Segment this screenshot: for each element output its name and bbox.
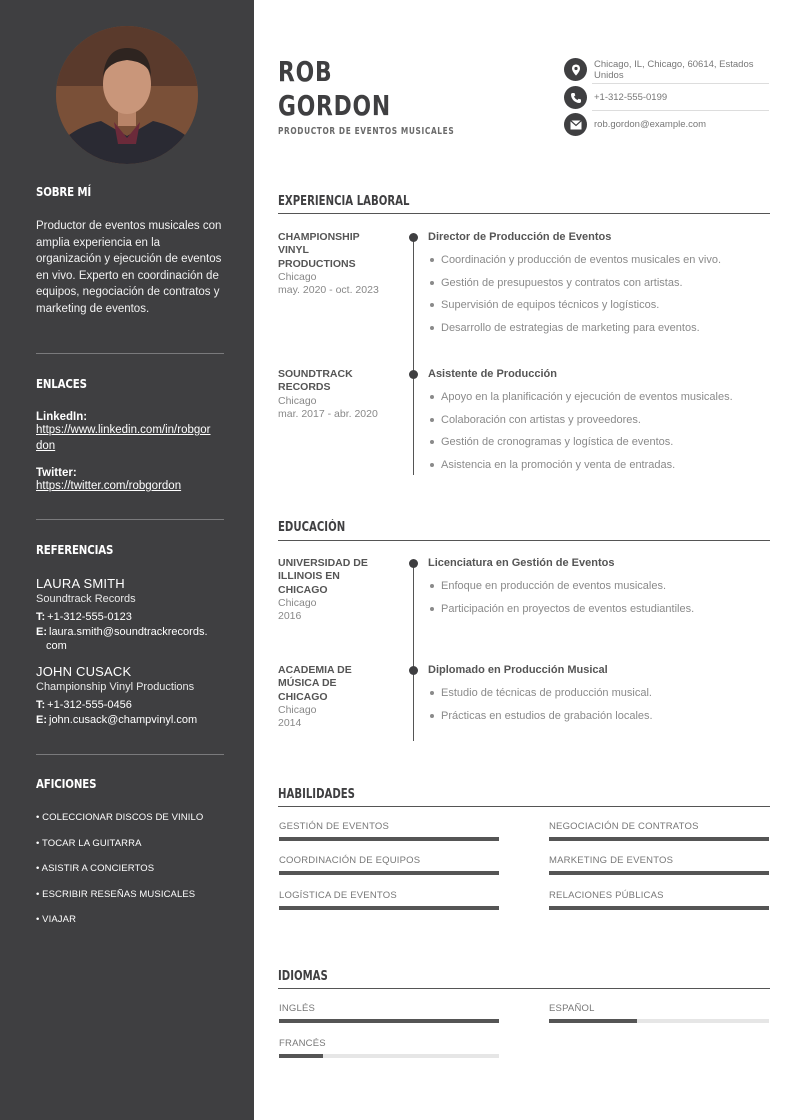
reference-email-cont [36, 639, 224, 653]
sidebar-divider [36, 519, 224, 520]
skill-label: RELACIONES PÚBLICAS [549, 890, 664, 901]
contact-divider [592, 110, 769, 111]
bullet-item: Gestión de cronogramas y logística de eventos. [428, 431, 770, 454]
skill-label: GESTIÓN DE EVENTOS [279, 821, 390, 832]
skill-label: COORDINACIÓN DE EQUIPOS [279, 855, 421, 866]
bullet-list [428, 249, 770, 339]
bullet-item: Estudio de técnicas de producción musical. [428, 682, 770, 705]
language-label: FRANCÉS [279, 1038, 326, 1049]
language-bar [279, 1054, 499, 1058]
link-item [36, 411, 224, 454]
education-entry-meta [278, 557, 398, 624]
links-heading: ENLACES [36, 376, 87, 391]
skill-label: NEGOCIACIÓN DE CONTRATOS [549, 821, 699, 832]
hobby-item: • TOCAR LA GUITARRA [36, 837, 142, 849]
org-name: CHAMPIONSHIP [278, 231, 360, 243]
dates: 2016 [278, 610, 302, 623]
skill-item [549, 890, 769, 910]
bullet-item: Gestión de presupuestos y contratos con artistas. [428, 272, 770, 295]
timeline-dot [409, 233, 418, 242]
timeline-line [413, 563, 414, 741]
org-name: CHICAGO [278, 583, 328, 596]
full-name [278, 55, 391, 123]
last-name: GORDON [278, 89, 391, 122]
languages-heading: IDIOMAS [278, 969, 328, 984]
language-label: INGLÉS [279, 1003, 316, 1014]
phone-value: +1-312-555-0123 [47, 611, 132, 623]
envelope-icon [564, 113, 587, 136]
skill-bar [549, 906, 769, 910]
experience-entry-meta [278, 231, 398, 298]
timeline-dot [409, 370, 418, 379]
first-name: ROB [278, 55, 333, 88]
references-section [36, 542, 224, 727]
skill-item [549, 821, 769, 841]
skill-bar-fill [279, 906, 499, 910]
section-rule [278, 540, 770, 541]
education-entry-meta [278, 664, 398, 731]
address-text: Chicago, IL, Chicago, 60614, Estados Unidos [594, 59, 754, 81]
skill-bar [279, 906, 499, 910]
language-label: ESPAÑOL [549, 1003, 595, 1014]
email-value-cont: com [46, 640, 67, 652]
language-item [549, 1003, 769, 1023]
skill-bar [549, 871, 769, 875]
bullet-item: Enfoque en producción de eventos musicales. [428, 575, 770, 598]
timeline-dot [409, 559, 418, 568]
role-title: Director de Producción de Eventos [428, 231, 612, 243]
bullet-item: Prácticas en estudios de grabación locales. [428, 705, 770, 728]
dates: mar. 2017 - abr. 2020 [278, 408, 378, 421]
job-title: PRODUCTOR DE EVENTOS MUSICALES [278, 126, 455, 137]
education-heading: EDUCACIÓN [278, 520, 346, 535]
references-heading: REFERENCIAS [36, 542, 114, 557]
skill-bar [279, 837, 499, 841]
bullet-item: Coordinación y producción de eventos musicales en vivo. [428, 249, 770, 272]
education-entry [428, 557, 770, 620]
skill-bar-fill [279, 837, 499, 841]
location: Chicago [278, 596, 317, 609]
bullet-item: Asistencia en la promoción y venta de entradas. [428, 454, 770, 477]
education-entry [428, 664, 770, 727]
language-bar [279, 1019, 499, 1023]
contact-divider [592, 83, 769, 84]
email-value: laura.smith@soundtrackrecords. [49, 626, 208, 638]
degree-title: Licenciatura en Gestión de Eventos [428, 557, 615, 569]
location: Chicago [278, 394, 317, 407]
experience-entry [428, 231, 770, 339]
dates: 2014 [278, 717, 302, 730]
degree-title: Diplomado en Producción Musical [428, 664, 608, 676]
hobby-item: • ESCRIBIR RESEÑAS MUSICALES [36, 888, 196, 900]
language-item [279, 1038, 499, 1058]
skill-item [279, 890, 499, 910]
reference-item [36, 576, 224, 653]
reference-item [36, 664, 224, 727]
hobbies-section [36, 776, 224, 940]
twitter-link[interactable]: https://twitter.com/robgordon [36, 480, 182, 492]
org-name: UNIVERSIDAD DE [278, 557, 368, 569]
role-title: Asistente de Producción [428, 368, 557, 380]
org-name: ACADEMIA DE [278, 664, 352, 676]
links-section [36, 376, 224, 495]
org-name: RECORDS [278, 381, 331, 394]
bullet-list [428, 682, 770, 727]
profile-photo-icon [56, 26, 198, 164]
skill-bar-fill [549, 837, 769, 841]
bullet-item: Participación en proyectos de eventos estudiantiles. [428, 598, 770, 621]
org-name: CHICAGO [278, 690, 328, 703]
hobby-item: • VIAJAR [36, 914, 77, 925]
link-label: LinkedIn: [36, 411, 88, 423]
timeline-line [413, 237, 414, 475]
skills-heading: HABILIDADES [278, 787, 355, 802]
skill-bar-fill [549, 871, 769, 875]
phone-label: T: [36, 699, 46, 711]
skill-bar-fill [549, 906, 769, 910]
language-item [279, 1003, 499, 1023]
bullet-item: Desarrollo de estrategias de marketing para eventos. [428, 317, 770, 340]
reference-company: Championship Vinyl Productions [36, 681, 195, 693]
org-name: ILLINOIS EN [278, 570, 340, 583]
about-text: Productor de eventos musicales con amplia experiencia en la organización y ejecución de eventos en vivo. Experto en coordinación de equipos, negociación de contratos y marketing de eventos. [36, 220, 222, 315]
skill-item [279, 821, 499, 841]
hobby-item: • ASISTIR A CONCIERTOS [36, 863, 155, 874]
skill-item [549, 855, 769, 875]
reference-email [36, 713, 224, 727]
experience-entry [428, 368, 770, 476]
section-rule [278, 213, 770, 214]
skill-label: MARKETING DE EVENTOS [549, 855, 674, 866]
bullet-list [428, 575, 770, 620]
sidebar-divider [36, 353, 224, 354]
link-item [36, 467, 224, 495]
bullet-list [428, 386, 770, 476]
hobbies-heading: AFICIONES [36, 776, 97, 791]
skill-bar [549, 837, 769, 841]
skill-label: LOGÍSTICA DE EVENTOS [279, 890, 397, 901]
dates: may. 2020 - oct. 2023 [278, 284, 379, 297]
experience-entry-meta [278, 368, 398, 422]
language-bar-fill [279, 1019, 499, 1023]
link-label: Twitter: [36, 467, 77, 479]
org-name: PRODUCTIONS [278, 257, 356, 270]
email-value: john.cusack@champvinyl.com [49, 714, 198, 726]
timeline-dot [409, 666, 418, 675]
email-label: E: [36, 714, 47, 726]
location: Chicago [278, 270, 317, 283]
avatar [56, 26, 198, 164]
location: Chicago [278, 703, 317, 716]
hobby-item: • COLECCIONAR DISCOS DE VINILO [36, 812, 204, 823]
bullet-item: Apoyo en la planificación y ejecución de eventos musicales. [428, 386, 770, 409]
skill-item [279, 855, 499, 875]
section-rule [278, 806, 770, 807]
skill-bar-fill [279, 871, 499, 875]
phone-text: +1-312-555-0199 [594, 92, 668, 103]
section-rule [278, 988, 770, 989]
linkedin-link[interactable]: https://www.linkedin.com/in/robgordon [36, 424, 211, 452]
email-text[interactable]: rob.gordon@example.com [594, 119, 707, 130]
experience-heading: EXPERIENCIA LABORAL [278, 194, 410, 209]
language-bar-fill [279, 1054, 323, 1058]
phone-value: +1-312-555-0456 [47, 699, 132, 711]
sidebar-divider [36, 754, 224, 755]
language-bar-fill [549, 1019, 637, 1023]
email-label: E: [36, 626, 47, 638]
reference-email [36, 625, 224, 639]
contact-phone [564, 86, 769, 109]
org-name: SOUNDTRACK [278, 368, 353, 380]
hobbies-list [36, 812, 224, 940]
reference-phone [36, 698, 224, 712]
bullet-item: Supervisión de equipos técnicos y logísticos. [428, 294, 770, 317]
language-bar [549, 1019, 769, 1023]
phone-icon [564, 86, 587, 109]
about-heading: SOBRE MÍ [36, 184, 92, 199]
skill-bar [279, 871, 499, 875]
contact-email [564, 113, 769, 136]
reference-name: LAURA SMITH [36, 576, 125, 591]
reference-name: JOHN CUSACK [36, 664, 132, 679]
bullet-item: Colaboración con artistas y proveedores. [428, 409, 770, 432]
location-pin-icon [564, 58, 587, 81]
reference-phone [36, 610, 224, 624]
about-section [36, 184, 224, 317]
reference-company: Soundtrack Records [36, 593, 136, 605]
org-name: VINYL [278, 244, 309, 257]
phone-label: T: [36, 611, 46, 623]
org-name: MÚSICA DE [278, 677, 337, 690]
contact-address [564, 58, 769, 81]
sidebar [0, 0, 254, 1120]
